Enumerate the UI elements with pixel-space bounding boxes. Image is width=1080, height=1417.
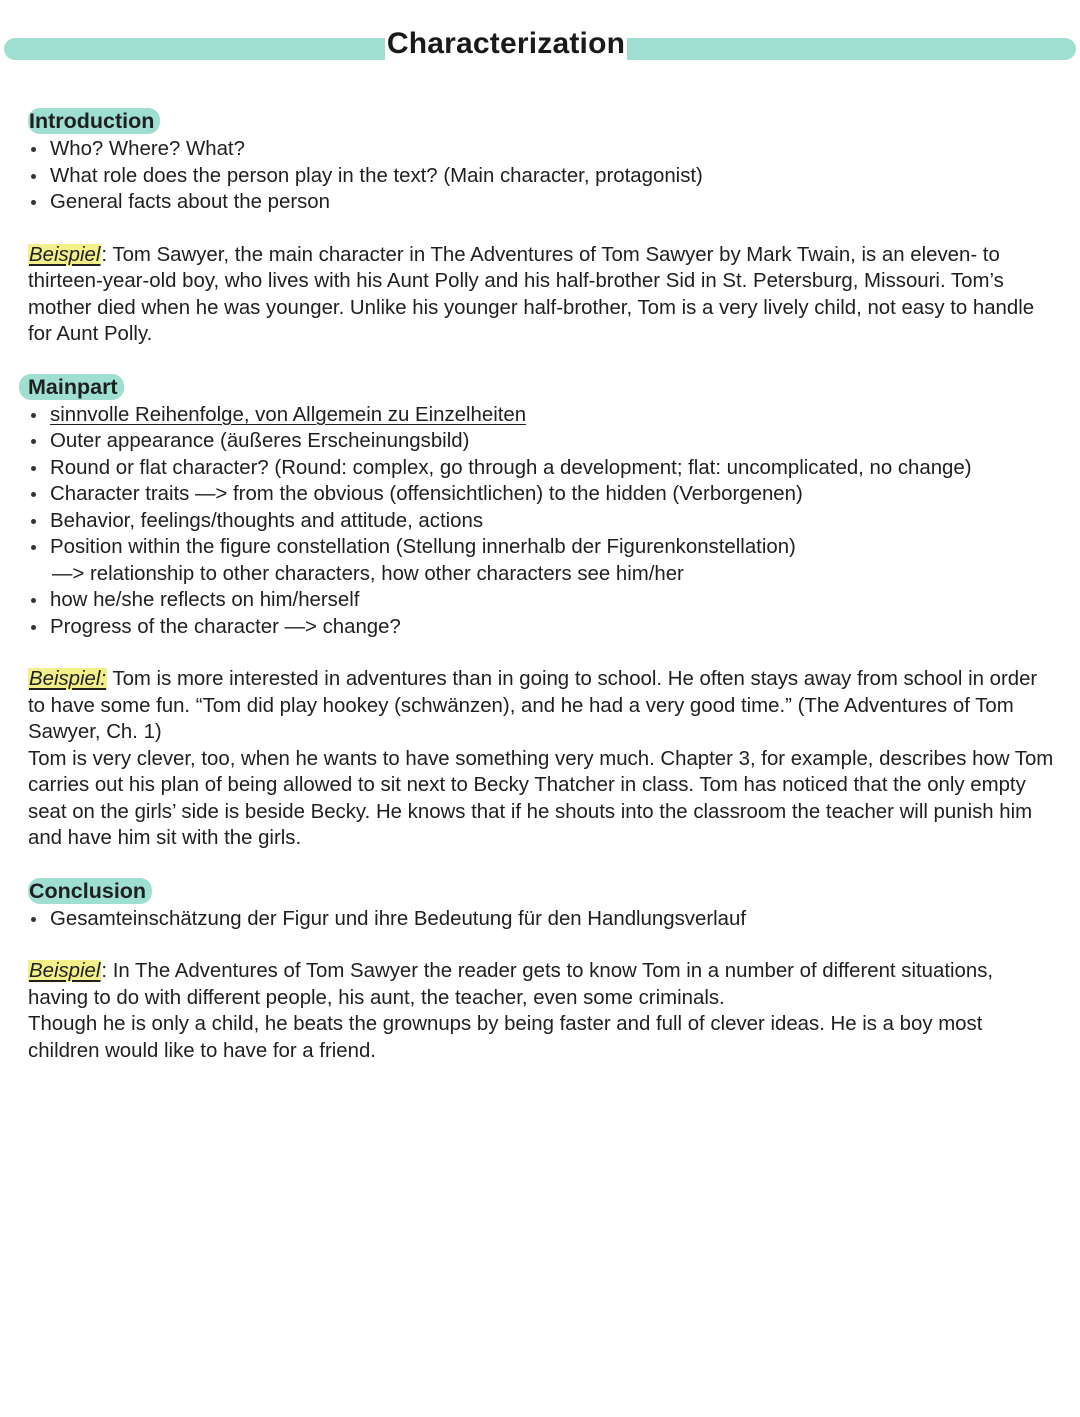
document-body bbox=[28, 108, 1058, 1064]
example-label: Beispiel: bbox=[29, 668, 107, 690]
example-text: Tom is more interested in adventures than in going to school. He often stays away from school in order to have some fun. “Tom did play hookey (schwänzen), and he had a very good time.” (The Adventures of Tom Sawyer, Ch. 1) bbox=[28, 668, 1038, 743]
conclusion-list bbox=[28, 906, 1058, 933]
introduction-list bbox=[28, 136, 1058, 216]
example-label: Beispiel bbox=[29, 243, 101, 266]
list-item bbox=[28, 402, 1058, 429]
list-item: Behavior, feelings/thoughts and attitude, actions bbox=[28, 508, 1058, 535]
example-text: : In The Adventures of Tom Sawyer the reader gets to know Tom in a number of different situations, having to do with different people, his aunt, the teacher, even some criminals. bbox=[28, 960, 994, 1009]
list-item: how he/she reflects on him/herself bbox=[28, 587, 1058, 614]
introduction-example bbox=[28, 242, 1058, 348]
list-item: Who? Where? What? bbox=[28, 136, 1058, 163]
list-item bbox=[28, 534, 1058, 587]
list-item: What role does the person play in the text? (Main character, protagonist) bbox=[28, 163, 1058, 190]
conclusion-example-continued: Though he is only a child, he beats the grownups by being faster and full of clever ideas. He is a boy most children would like to have for a friend. bbox=[28, 1013, 983, 1062]
list-item: General facts about the person bbox=[28, 189, 1058, 216]
example-label: Beispiel bbox=[29, 960, 101, 982]
example-text: : Tom Sawyer, the main character in The Adventures of Tom Sawyer by Mark Twain, is an eleven- to thirteen-year-old boy, who lives with his Aunt Polly and his half-brother Sid in St. Petersburg, Missouri. Tom’s mother died when he was younger. Unlike his younger half-brother, Tom is a very lively child, not easy to handle for Aunt Polly. bbox=[28, 243, 1035, 345]
conclusion-example bbox=[28, 958, 1058, 1011]
list-item: Round or flat character? (Round: complex, go through a development; flat: uncomplicated, no change) bbox=[28, 455, 1058, 482]
list-item: Outer appearance (äußeres Erscheinungsbild) bbox=[28, 428, 1058, 455]
mainpart-example bbox=[28, 666, 1058, 746]
mainpart-example-continued: Tom is very clever, too, when he wants to have something very much. Chapter 3, for example, describes how Tom carries out his plan of being allowed to sit next to Becky Thatcher in class. Tom has noticed that the only empty seat on the girls’ side is beside Becky. He knows that if he shouts into the classroom the teacher will punish him and have him sit with the girls. bbox=[28, 747, 1054, 849]
list-item-text: sinnvolle Reihenfolge, von Allgemein zu Einzelheiten bbox=[50, 403, 527, 426]
mainpart-heading: Mainpart bbox=[19, 374, 124, 400]
mainpart-list bbox=[28, 402, 1058, 641]
list-item-continuation: —> relationship to other characters, how other characters see him/her bbox=[52, 562, 684, 585]
list-item: Gesamteinschätzung der Figur und ihre Bedeutung für den Handlungsverlauf bbox=[28, 906, 1058, 933]
introduction-heading: Introduction bbox=[28, 108, 160, 134]
page-title: Characterization bbox=[386, 27, 626, 60]
list-item-text: Position within the figure constellation (Stellung innerhalb der Figurenkonstellation) bbox=[50, 536, 796, 558]
conclusion-heading: Conclusion bbox=[28, 878, 152, 904]
list-item: Progress of the character —> change? bbox=[28, 614, 1058, 641]
list-item: Character traits —> from the obvious (offensichtlichen) to the hidden (Verborgenen) bbox=[28, 481, 1058, 508]
